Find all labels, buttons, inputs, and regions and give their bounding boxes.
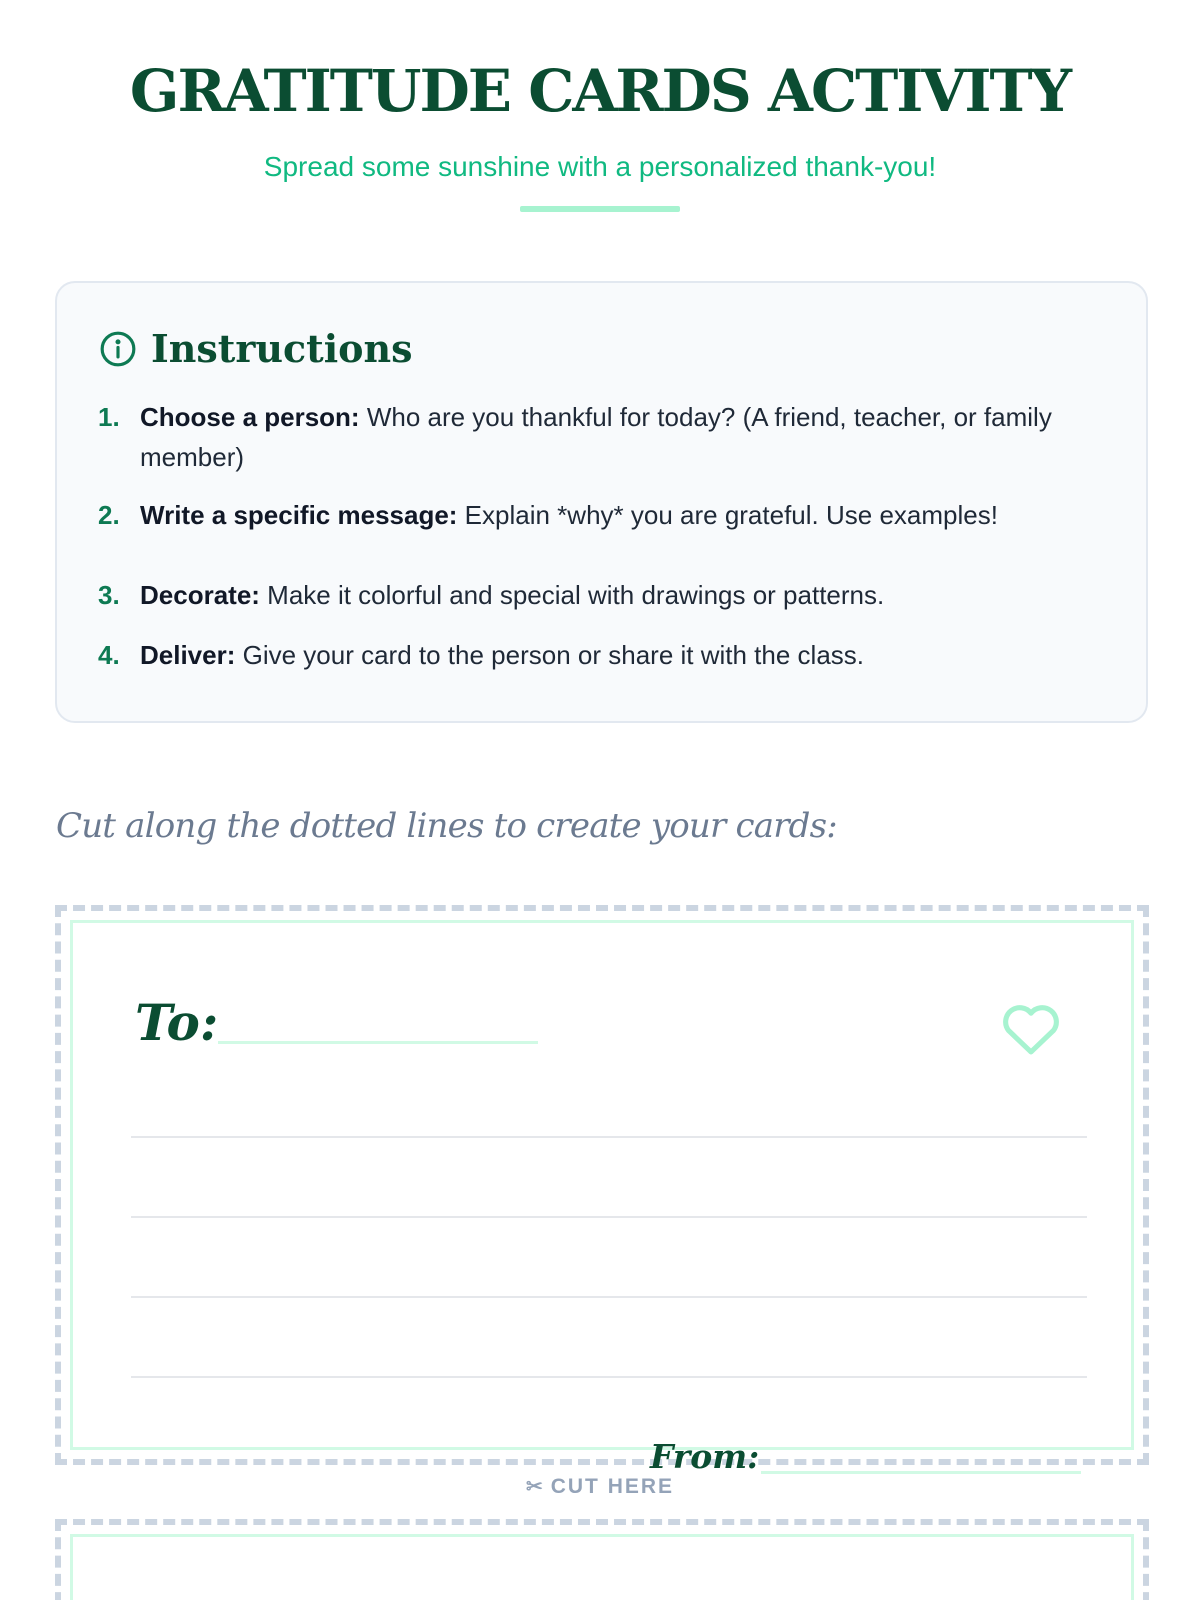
title-divider	[520, 206, 680, 212]
step-number: 1.	[98, 402, 120, 432]
to-label: To:	[135, 993, 219, 1052]
instructions-panel	[55, 281, 1148, 723]
cut-here-label: CUT HERE	[550, 1475, 675, 1498]
step-number: 2.	[98, 500, 120, 530]
from-label: From:	[650, 1437, 760, 1476]
info-icon	[99, 330, 137, 368]
step-text: Explain *why* you are grateful. Use examples!	[457, 500, 998, 530]
step-label: Deliver:	[140, 640, 236, 670]
gratitude-card	[55, 905, 1149, 1476]
message-line[interactable]	[131, 1136, 1087, 1138]
card-inner-border	[70, 1534, 1134, 1600]
page-title: GRATITUDE CARDS ACTIVITY	[129, 57, 1071, 125]
heart-icon	[999, 1001, 1063, 1057]
page-subtitle: Spread some sunshine with a personalized thank-you!	[263, 151, 937, 182]
cut-here-marker	[0, 1474, 1200, 1499]
instructions-heading	[99, 325, 413, 373]
step-label: Write a specific message:	[140, 500, 458, 530]
instructions-title: Instructions	[151, 326, 413, 371]
instruction-step	[98, 635, 1080, 675]
message-line[interactable]	[131, 1376, 1087, 1378]
message-line[interactable]	[131, 1296, 1087, 1298]
to-name-line[interactable]	[218, 1041, 538, 1044]
card-inner-border	[70, 920, 1134, 1476]
step-label: Decorate:	[140, 580, 260, 610]
scissors-icon: ✂	[525, 1476, 545, 1498]
step-label: Choose a person:	[140, 402, 360, 432]
step-number: 3.	[98, 580, 120, 610]
message-line[interactable]	[131, 1216, 1087, 1218]
gratitude-card	[55, 1519, 1149, 1600]
instruction-step	[98, 397, 1080, 477]
step-text: Give your card to the person or share it with the class.	[235, 640, 865, 670]
step-text: Who are you thankful for today? (A friend, teacher, or family member)	[140, 402, 1052, 472]
cut-instruction: Cut along the dotted lines to create your cards:	[56, 806, 837, 846]
step-number: 4.	[98, 640, 120, 670]
page-header	[0, 52, 1200, 184]
instruction-step	[98, 575, 1080, 615]
instruction-step	[98, 495, 1080, 535]
step-text: Make it colorful and special with drawings or patterns.	[259, 580, 885, 610]
